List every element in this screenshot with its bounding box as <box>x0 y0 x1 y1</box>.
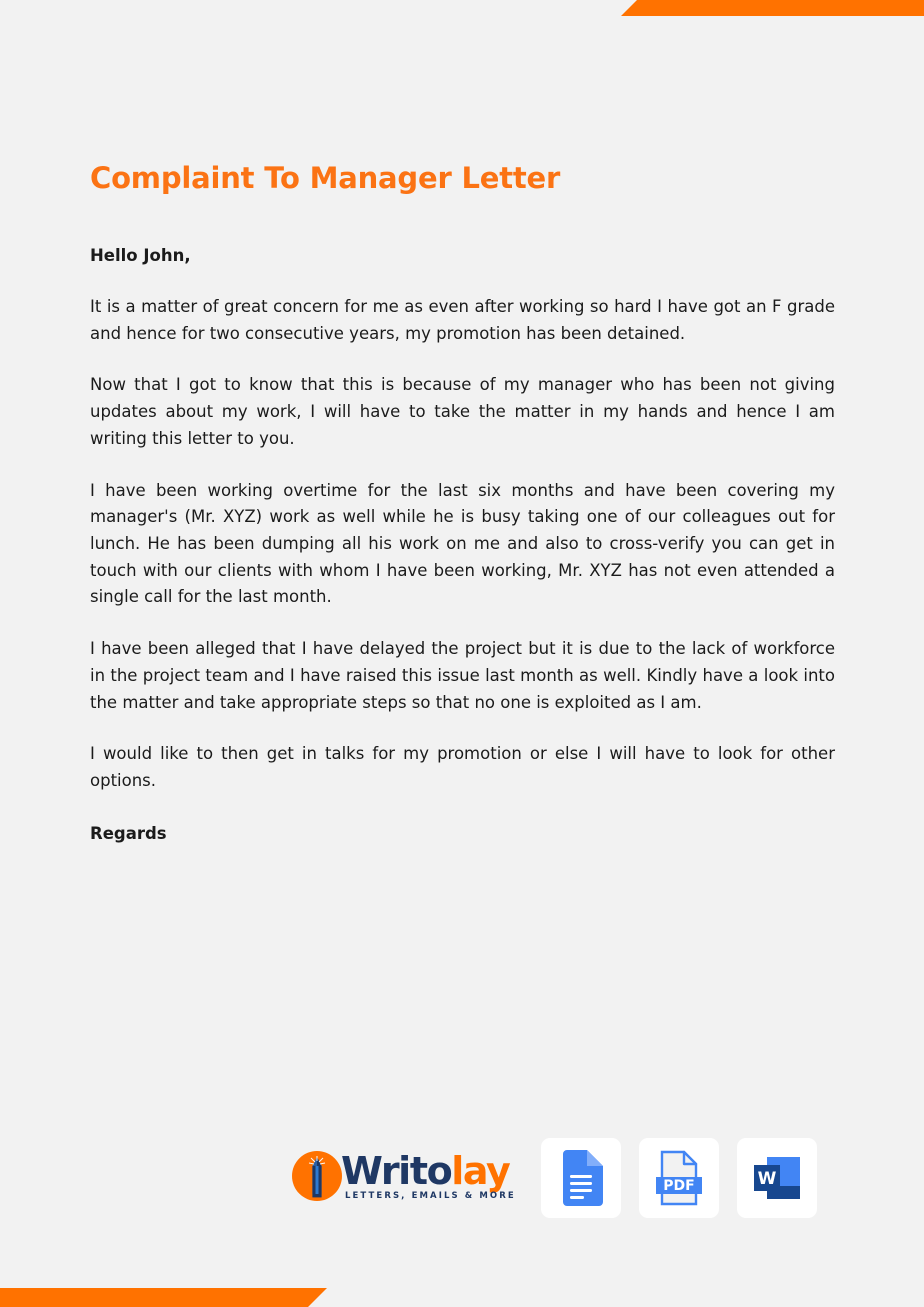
pdf-icon <box>655 1150 703 1206</box>
svg-text:PDF: PDF <box>663 1178 695 1194</box>
download-buttons <box>541 1138 817 1218</box>
logo-wordmark <box>341 1148 516 1201</box>
salutation: Hello John, <box>90 246 191 266</box>
logo-name <box>341 1148 516 1193</box>
body-paragraph-3: I have been working overtime for the last six months and have been covering my manager's (Mr. XYZ) work as well while he is busy taking one of our colleagues out for lunch. He has been dumping all his work on me and also to cross-verify you can get in touch with our clients with whom I have been working, Mr. XYZ has not even attended a single call for the last month. <box>90 480 835 607</box>
logo-name-secondary: lay <box>451 1148 510 1193</box>
body-paragraph-2: Now that I got to know that this is because of my manager who has been not giving updates about my work, I will have to take the matter in my hands and hence I am writing this letter to you. <box>90 375 835 448</box>
letter-content <box>90 0 835 847</box>
body-paragraph-5: I would like to then get in talks for my promotion or else I will have to look for other options. <box>90 744 835 791</box>
svg-text:W: W <box>757 1169 777 1189</box>
word-icon <box>751 1152 803 1204</box>
logo-tagline: LETTERS, EMAILS & MORE <box>345 1190 516 1201</box>
download-pdf-button[interactable] <box>639 1138 719 1218</box>
decorative-bar-bottom-left <box>0 1288 327 1307</box>
writolay-logo <box>289 1138 516 1214</box>
google-docs-icon <box>559 1150 603 1206</box>
page-title: Complaint To Manager Letter <box>90 161 561 195</box>
logo-name-primary: Writo <box>341 1148 452 1193</box>
signoff: Regards <box>90 823 167 843</box>
footer <box>0 1132 924 1224</box>
logo-mark <box>289 1148 345 1204</box>
download-google-docs-button[interactable] <box>541 1138 621 1218</box>
body-paragraph-4: I have been alleged that I have delayed the project but it is due to the lack of workforce in the project team and I have raised this issue last month as well. Kindly have a look into the matter and take appropriate steps so that no one is exploited as I am. <box>90 639 835 712</box>
pencil-icon <box>308 1156 326 1198</box>
download-word-button[interactable] <box>737 1138 817 1218</box>
body-paragraph-1: It is a matter of great concern for me as even after working so hard I have got an F grade and hence for two consecutive years, my promotion has been detained. <box>90 297 835 343</box>
